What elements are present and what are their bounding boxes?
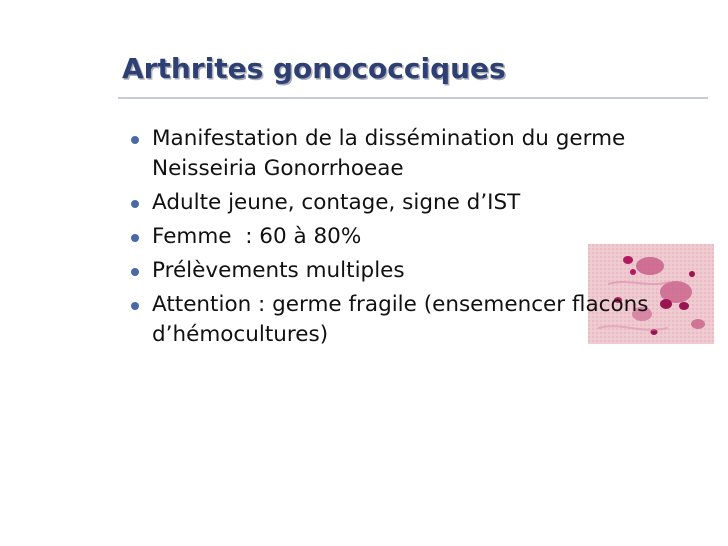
bullet-item	[130, 256, 670, 286]
bullet-list	[130, 124, 670, 354]
bullet-icon	[131, 268, 139, 276]
bullet-item	[130, 290, 670, 350]
slide-title: Arthrites gonococciques	[122, 52, 506, 85]
bullet-text: Femme : 60 à 80%	[152, 224, 362, 249]
bullet-item	[130, 124, 670, 184]
bullet-icon	[131, 234, 139, 242]
bullet-text: Prélèvements multiples	[152, 258, 405, 283]
bullet-icon	[131, 200, 139, 208]
bullet-text: Adulte jeune, contage, signe d’IST	[152, 190, 521, 215]
bullet-icon	[131, 136, 139, 144]
title-divider	[118, 97, 708, 99]
bullet-text: Manifestation de la dissémination du germe Neisseiria Gonorrhoeae	[152, 126, 626, 181]
bullet-item	[130, 188, 670, 218]
bullet-item	[130, 222, 670, 252]
bullet-text: Attention : germe fragile (ensemencer flacons d’hémocultures)	[152, 292, 649, 347]
bullet-icon	[131, 302, 139, 310]
